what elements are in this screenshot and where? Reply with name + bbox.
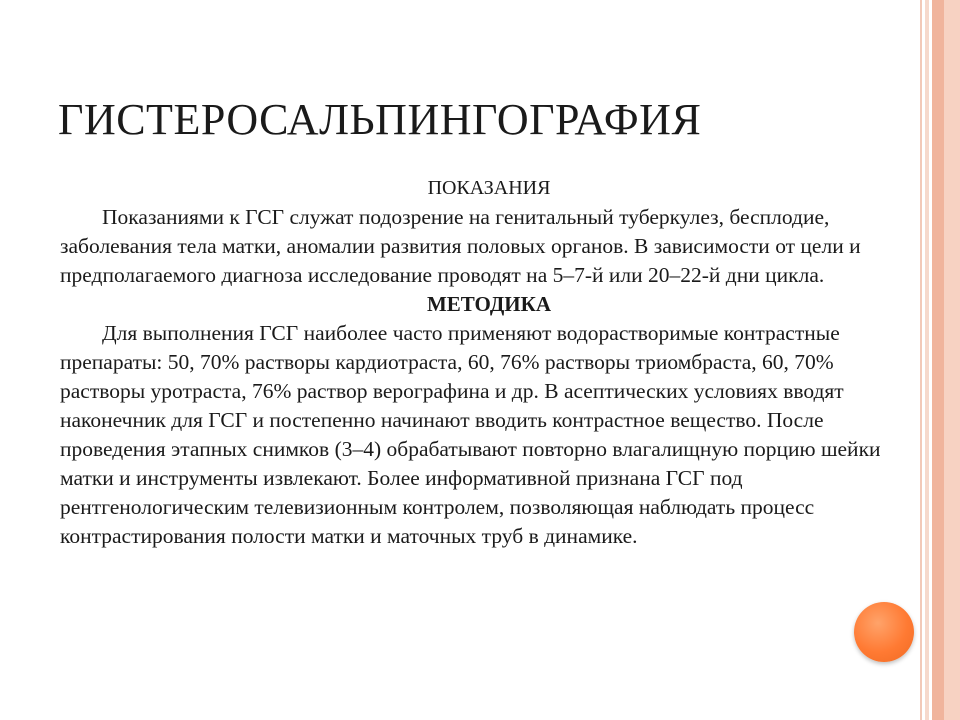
indications-paragraph: Показаниями к ГСГ служат подозрение на генитальный туберкулез, бесплодие, заболевания тела матки, аномалии развития половых органов. В зависимости от цели и предполагаемого диагноза исследование проводят на 5–7-й или 20–22-й дни цикла. — [60, 205, 861, 287]
slide-body — [60, 174, 918, 551]
indications-heading: ПОКАЗАНИЯ — [427, 177, 551, 199]
decorative-stripe — [932, 0, 944, 720]
method-heading: МЕТОДИКА — [426, 292, 552, 316]
decorative-stripe — [925, 0, 929, 720]
slide-nav-button[interactable] — [854, 602, 914, 662]
method-paragraph: Для выполнения ГСГ наиболее часто применяют водорастворимые контрастные препараты: 50, 70% растворы кардиотраста, 60, 76% растворы триомбраста, 60, 70% растворы уротраста, 76% раствор верографина и др. В асептических условиях вводят наконечник для ГСГ и постепенно начинают вводить контрастное вещество. После проведения этапных снимков (3–4) обрабатывают повторно влагалищную порцию шейки матки и инструменты извлекают. Более информативной признана ГСГ под рентгенологическим телевизионным контролем, позволяющая наблюдать процесс контрастирования полости матки и маточных труб в динамике. — [60, 321, 881, 548]
slide-title: ГИСТЕРОСАЛЬПИНГОГРАФИЯ — [58, 95, 702, 144]
decorative-stripe — [920, 0, 922, 720]
decorative-stripe — [944, 0, 960, 720]
